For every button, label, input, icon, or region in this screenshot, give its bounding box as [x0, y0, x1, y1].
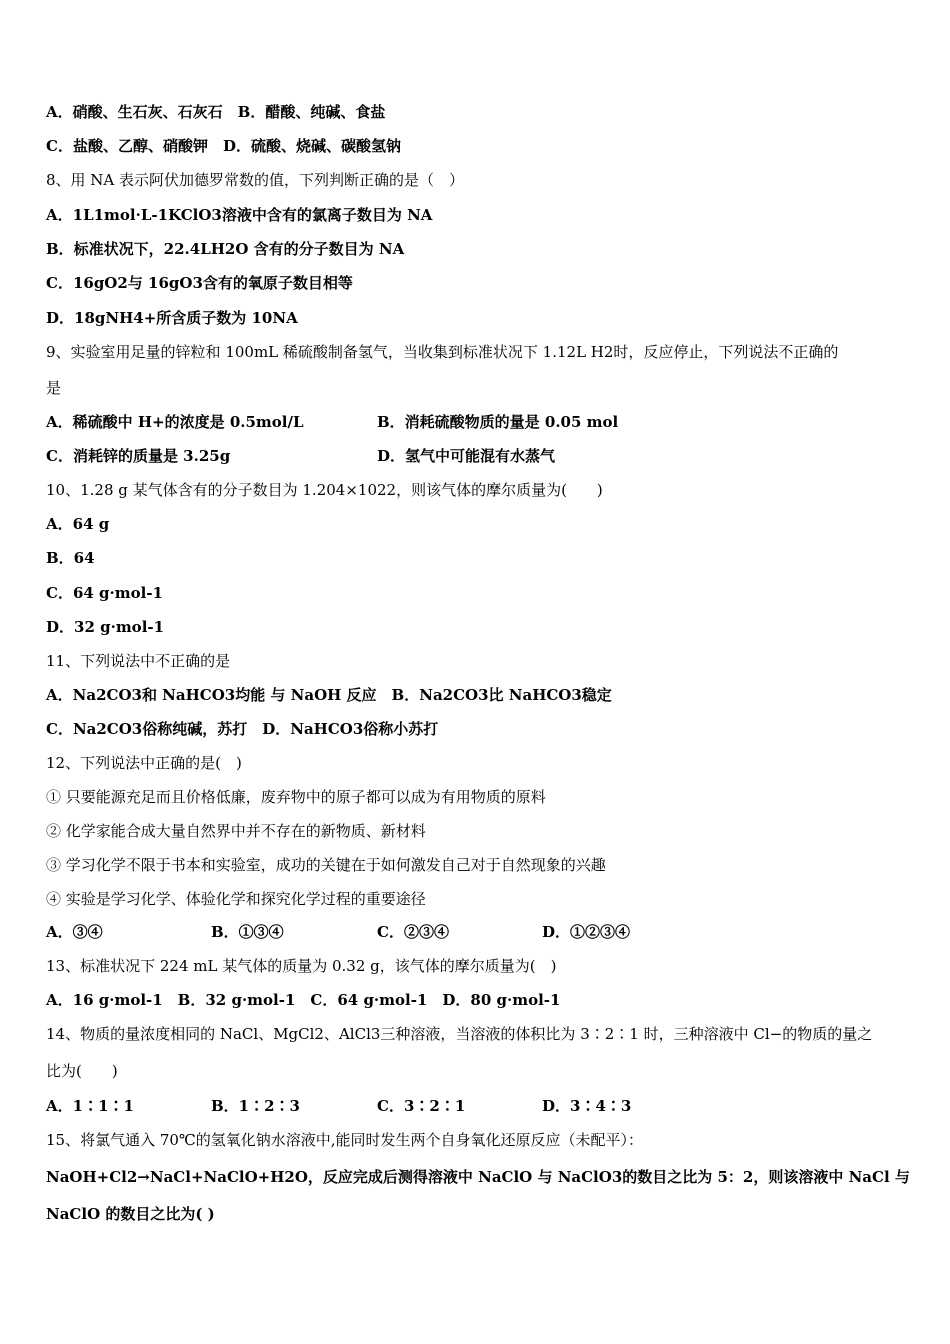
q14-option-d: D．3∶4∶3: [542, 1097, 632, 1115]
q9-stem-1: 9、实验室用足量的锌粒和 100mL 稀硫酸制备氢气，当收集到标准状况下 1.12L H2时，反应停止，下列说法不正确的: [46, 343, 839, 361]
q8-option-b: B．标准状况下，22.4LH2O 含有的分子数目为 NA: [46, 240, 405, 258]
q12-option-d: D．①②③④: [542, 923, 631, 941]
q14-stem-2: 比为( ): [46, 1062, 118, 1080]
q13-stem: 13、标准状况下 224 mL 某气体的质量为 0.32 g，该气体的摩尔质量为( ): [46, 957, 557, 975]
q12-statement-3: ③ 学习化学不限于书本和实验室，成功的关键在于如何激发自己对于自然现象的兴趣: [46, 856, 606, 874]
q8-option-a: A．1L1mol·L-1KClO3溶液中含有的氯离子数目为 NA: [46, 206, 433, 224]
q12-statement-1: ① 只要能源充足而且价格低廉，废弃物中的原子都可以成为有用物质的原料: [46, 788, 546, 806]
q15-stem: 15、将氯气通入 70℃的氢氧化钠水溶液中,能同时发生两个自身氧化还原反应（未配平）：: [46, 1131, 643, 1149]
q9-option-b: B．消耗硫酸物质的量是 0.05 mol: [377, 413, 619, 431]
q12-statement-4: ④ 实验是学习化学、体验化学和探究化学过程的重要途径: [46, 890, 426, 908]
q10-option-c: C．64 g·mol-1: [46, 584, 163, 602]
q11-options-line-2: C．Na2CO3俗称纯碱，苏打 D．NaHCO3俗称小苏打: [46, 720, 439, 738]
q12-option-a: A．③④: [46, 923, 103, 941]
q14-option-b: B．1∶2∶3: [211, 1097, 300, 1115]
q7-options-line-2: C．盐酸、乙醇、硝酸钾 D．硫酸、烧碱、碳酸氢钠: [46, 137, 401, 155]
q12-option-b: B．①③④: [211, 923, 284, 941]
q9-option-d: D．氢气中可能混有水蒸气: [377, 447, 556, 465]
q8-option-d: D．18gNH4+所含质子数为 10NA: [46, 309, 298, 327]
q10-stem: 10、1.28 g 某气体含有的分子数目为 1.204×1022，则该气体的摩尔质量为( ): [46, 481, 603, 499]
q15-line-3: NaClO 的数目之比为( ): [46, 1205, 215, 1223]
q9-option-a: A．稀硫酸中 H+的浓度是 0.5mol/L: [46, 413, 304, 431]
q13-options: A．16 g·mol-1 B．32 g·mol-1 C．64 g·mol-1 D．80 g·mol-1: [46, 991, 561, 1009]
q12-stem: 12、下列说法中正确的是( ): [46, 754, 242, 772]
q9-stem-2: 是: [46, 379, 62, 397]
q8-stem: 8、用 NA 表示阿伏加德罗常数的值，下列判断正确的是（ ）: [46, 171, 465, 189]
q12-option-c: C．②③④: [377, 923, 449, 941]
q9-option-c: C．消耗锌的质量是 3.25g: [46, 447, 231, 465]
q14-stem-1: 14、物质的量浓度相同的 NaCl、MgCl2、AlCl3三种溶液，当溶液的体积比为 3∶2∶1 时，三种溶液中 Cl−的物质的量之: [46, 1025, 873, 1043]
q11-stem: 11、下列说法中不正确的是: [46, 652, 231, 670]
q15-line-2: NaOH+Cl2→NaCl+NaClO+H2O，反应完成后测得溶液中 NaClO 与 NaClO3的数目之比为 5：2，则该溶液中 NaCl 与: [46, 1168, 910, 1186]
q12-statement-2: ② 化学家能合成大量自然界中并不存在的新物质、新材料: [46, 822, 426, 840]
q14-option-c: C．3∶2∶1: [377, 1097, 466, 1115]
q10-option-a: A．64 g: [46, 515, 110, 533]
q14-option-a: A．1∶1∶1: [46, 1097, 134, 1115]
q10-option-d: D．32 g·mol-1: [46, 618, 165, 636]
q11-options-line-1: A．Na2CO3和 NaHCO3均能 与 NaOH 反应 B．Na2CO3比 NaHCO3稳定: [46, 686, 612, 704]
q8-option-c: C．16gO2与 16gO3含有的氧原子数目相等: [46, 274, 353, 292]
q7-options-line-1: A．硝酸、生石灰、石灰石 B．醋酸、纯碱、食盐: [46, 103, 386, 121]
q10-option-b: B．64: [46, 549, 95, 567]
